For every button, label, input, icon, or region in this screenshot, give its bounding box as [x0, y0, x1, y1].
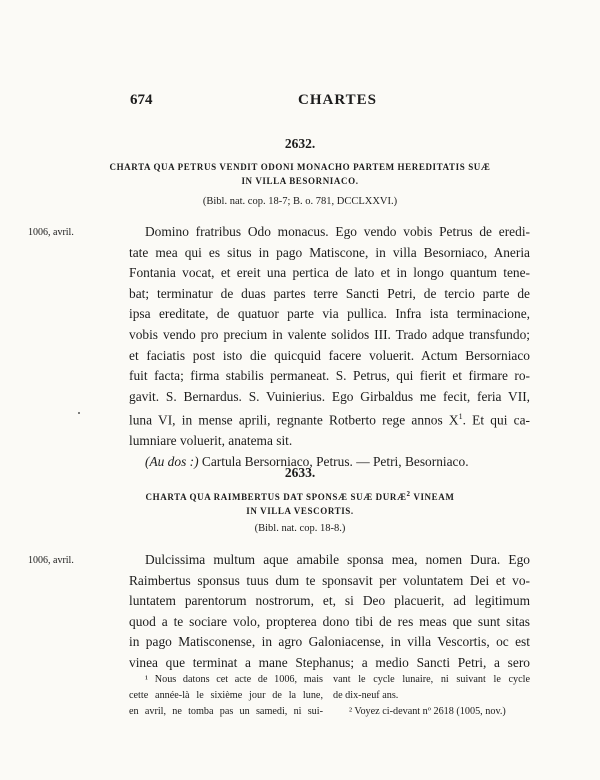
footnote-line: de dix-neuf ans. — [333, 690, 399, 701]
dorse-text: Cartula Bersorniaco, Petrus. — Petri, Besorniaco. — [198, 454, 469, 469]
text-line: vinea que terminat a mane Stephanus; a medio Sancti Petri, a sero — [129, 654, 530, 670]
margin-date: 1006, avril. — [28, 227, 74, 238]
text-line: tate mea qui es situs in pago Matiscone, in villa Besorniaco, Aneria — [129, 244, 530, 260]
margin-date: 1006, avril. — [28, 555, 74, 566]
charter-title-line: IN VILLA BESORNIACO. — [241, 176, 359, 186]
footnotes-left — [129, 672, 323, 720]
text-line: Domino fratribus Odo monacus. Ego vendo vobis Petrus de eredi- — [145, 224, 530, 239]
page-number: 674 — [130, 92, 153, 108]
text-line: bat; terminatur de duas partes terre Sancti Petri, de tercio parte de — [129, 285, 530, 301]
text-line: Raimbertus sponsus tuus dum te sponsavit per voluntatem Dei et vo- — [129, 572, 530, 588]
footnote-line: en avril, ne tomba pas un samedi, ni sui- — [129, 706, 323, 717]
footnote-line: ¹ Nous datons cet acte de 1006, mais — [145, 674, 323, 685]
footnote-ref: 2 — [406, 490, 411, 498]
text-line: gavit. S. Bernardus. S. Vuinierius. Ego Girbaldus me fecit, feria VII, — [129, 388, 530, 404]
charter-source: (Bibl. nat. cop. 18-7; B. o. 781, DCCLXXVI.) — [202, 196, 398, 207]
dorse-label: (Au dos :) — [145, 454, 199, 469]
text-segment: . Et qui ca- — [462, 412, 530, 428]
text-line: in pago Matisconense, in agro Galoniacense, in villa Vescortis, oc est — [129, 634, 530, 650]
charter-title-line — [0, 487, 600, 504]
text-line: ipsa ereditate, de quatuor parte via pullica. Infra ista terminacione, — [129, 306, 530, 322]
charter-number: 2633. — [284, 465, 316, 480]
text-segment: luna VI, in mense aprili, regnante Rotberto rege annos X — [129, 412, 459, 428]
text-line-with-note — [129, 407, 530, 431]
footnote-ref: 1 — [458, 412, 463, 422]
footnote-line: ² Voyez ci-devant nº 2618 (1005, nov.) — [349, 706, 506, 717]
charter-text — [129, 222, 530, 473]
footnote-line: cette année-là le sixième jour de la lune, — [129, 690, 323, 701]
text-line: lumniare voluerit, anatema sit. — [129, 433, 293, 449]
title-segment: CHARTA QUA RAIMBERTUS DAT SPONSÆ SUÆ DURÆ — [145, 492, 407, 502]
charter-text — [129, 550, 530, 674]
text-line: vobis vendo pro precium in valente solidos III. Trado adque transfundo; — [129, 326, 530, 342]
charter-title — [0, 160, 600, 188]
text-line: et faciatis post isto die quicquid facere voluerit. Actum Bersorniaco — [129, 347, 530, 363]
charter-title-line: CHARTA QUA PETRUS VENDIT ODONI MONACHO PARTEM HEREDITATIS SUÆ — [109, 162, 491, 172]
text-line: luntatem parentorum nostrorum, et, si Deo placuerit, ad legitimum — [129, 593, 530, 609]
footnote-line: vant le cycle lunaire, ni suivant le cycle — [333, 674, 530, 685]
footnotes-right — [333, 672, 530, 720]
title-segment: VINEAM — [410, 492, 455, 502]
margin-mark — [78, 412, 80, 414]
text-line: quod a te sociare volo, propterea dono tibi de res meas que sunt sitas — [129, 613, 530, 629]
text-line: fuit facta; firma stabilis permaneat. S. Petrus, qui fierit et firmare ro- — [129, 368, 530, 384]
charter-number: 2632. — [284, 136, 316, 151]
charter-source: (Bibl. nat. cop. 18-8.) — [254, 523, 346, 534]
text-line: Fontania vocat, et ereit una pertica de lato et in longo quantum tene- — [129, 265, 530, 281]
text-line: Dulcissima multum aque amabile sponsa mea, nomen Dura. Ego — [145, 552, 530, 567]
charter-title — [0, 487, 600, 518]
charter-title-line: IN VILLA VESCORTIS. — [246, 506, 354, 516]
running-title: CHARTES — [298, 92, 377, 108]
